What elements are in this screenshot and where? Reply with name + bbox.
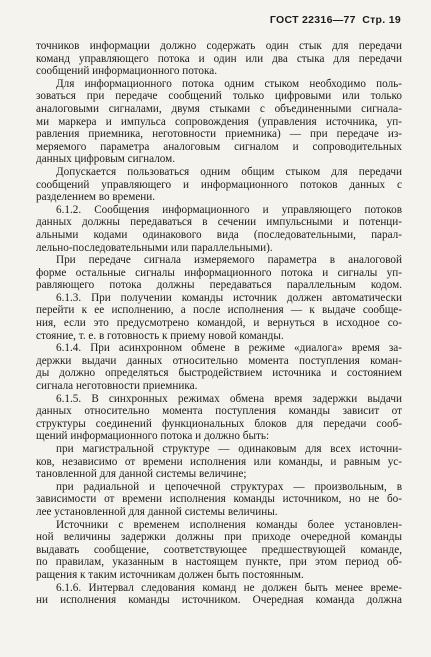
text-line: 6.1.6. Интервал следования команд не должен быть менее време- [56, 581, 402, 594]
text-line: лельно-последовательными или параллельными). [36, 241, 273, 254]
text-line: стояние, т. е. в готовность к приему новой команды. [36, 329, 284, 342]
page-header [270, 14, 401, 26]
text-line: ни исполнения команды источником. Очередная команда должна [36, 594, 402, 607]
text-line: 6.1.5. В синхронных режимах обмена время задержки выдачи [56, 392, 402, 405]
text-line: ращения к таким источникам должен быть постоянным. [36, 568, 304, 581]
text-line: Для информационного потока одним стыком необходимо поль- [56, 77, 402, 90]
text-line: при магистральной структуре — одинаковым для всех источни- [56, 443, 402, 455]
text-line: точников информации должно содержать один стык для передачи [36, 40, 402, 52]
text-line: ков, независимо от времени исполнения или команды, и равным ус- [36, 455, 402, 468]
text-line: данных должны передаваться в сечении импульсными и потенци- [36, 216, 402, 229]
text-line: меряемого параметра аналоговым сигналом и сопроводительных [36, 140, 402, 153]
text-line: форме остальные сигналы информационного потока и сигналы уп- [36, 266, 402, 279]
text-line: при радиальной и цепочечной структурах — произвольным, в [56, 480, 402, 493]
text-line: по правилам, указанным в настоящем пункте, при этом период об- [36, 556, 402, 569]
text-line: 6.1.3. При получении команды источник должен автоматически [56, 291, 402, 304]
text-line: выдавать сообщение, соответствующее предшествующей команде, [36, 543, 402, 556]
standard-number: ГОСТ 22316—77 [269, 14, 356, 26]
text-line: структуры соединений функциональных блоков для передачи сооб- [36, 417, 402, 430]
text-line: альными кодами одинакового вида (последовательными, парал- [36, 228, 402, 241]
text-line: 6.1.2. Сообщения информационного и управляющего потоков [56, 203, 402, 216]
text-line: равления приемника, неготовности приемника) — при передаче из- [36, 128, 402, 141]
text-line: аналоговыми сигналами, двумя стыками с объединенными сигнала- [36, 102, 402, 115]
text-line: При передаче сигнала измеряемого параметра в аналоговой [56, 254, 402, 267]
text-line: ды должно определяться быстродействием источника и состоянием [36, 367, 402, 380]
text-line: зоваться при передаче сообщений только цифровыми или только [36, 90, 402, 103]
text-line: перейти к ее исполнению, а после исполнения — к выдаче сообще- [36, 304, 402, 317]
text-line: команд управляющего потока и один или два стыка для передачи [36, 52, 402, 65]
text-line: 6.1.4. При асинхронном обмене в режиме «диалога» время за- [56, 342, 402, 355]
text-line: ми маркера и импульса сопровождения (управления источника, уп- [36, 115, 402, 128]
text-line: данных относительно момента поступления команды зависит от [36, 405, 402, 418]
text-line: ния, если это предусмотрено командой, и вернуться в исходное со- [36, 317, 402, 330]
text-line: сообщений информационного потока. [36, 65, 218, 78]
text-line: Допускается пользоваться одним общим стыком для передачи [56, 165, 402, 178]
text-line: сигнала неготовности приемника. [36, 380, 198, 393]
text-line: тановленной для данной системы величине; [36, 468, 247, 481]
text-line: держки выдачи данных относительно момента поступления коман- [36, 354, 402, 367]
page-body-text [36, 40, 402, 607]
text-line: сообщений управляющего и информационного потоков данных с [36, 178, 402, 191]
text-line: ной величины задержки должны при приходе очередной команды [36, 531, 402, 544]
text-line: зависимости от времени исполнения команды источником, но не бо- [36, 493, 402, 506]
text-line: Источники с временем исполнения команды более установлен- [56, 518, 402, 531]
text-line: данных цифровым сигналом. [36, 153, 176, 166]
text-line: равляющего потока должны передаваться параллельным кодом. [36, 279, 402, 292]
page-number: Стр. 19 [362, 14, 401, 26]
text-line: разделением во времени. [36, 191, 156, 204]
text-line: лее установленной для данной системы величины. [36, 505, 278, 518]
text-line: щений информационного потока и должно быть: [36, 430, 270, 443]
